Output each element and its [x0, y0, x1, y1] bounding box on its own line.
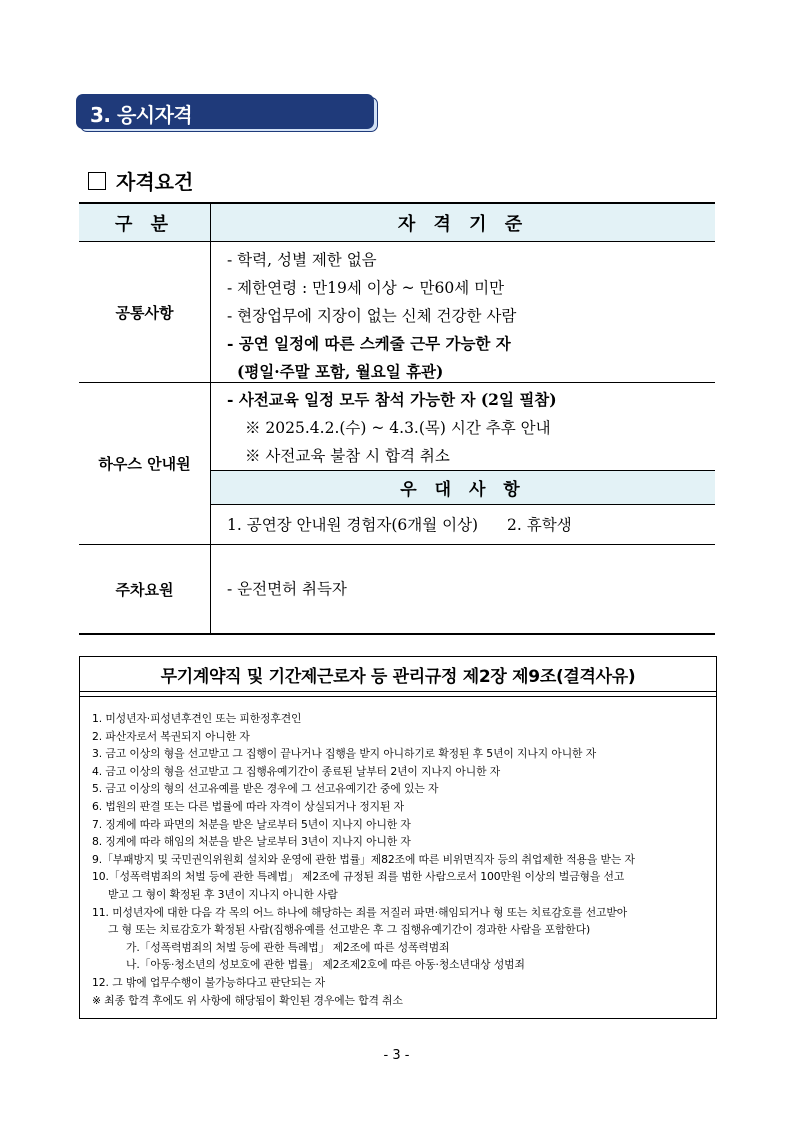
qualification-table — [79, 202, 715, 635]
regulation-title: 무기계약직 및 기간제근로자 등 관리규정 제2장 제9조(결격사유) — [80, 657, 716, 692]
subheading-text: 자격요건 — [116, 170, 194, 194]
row-label-parking: 주차요원 — [79, 545, 211, 633]
page-number: - 3 - — [383, 1048, 410, 1063]
table-header — [79, 202, 715, 242]
table-row-house — [79, 383, 715, 545]
benefit-item: 1. 공연장 안내원 경험자(6개월 이상) — [227, 516, 479, 534]
list-item: 5. 금고 이상의 형의 선고유예를 받은 경우에 그 선고유예기간 중에 있는 자 — [92, 782, 439, 796]
section-title: 3. 응시자격 — [76, 94, 374, 129]
list-item: - 공연 일정에 따른 스케줄 근무 가능한 자 — [227, 334, 511, 353]
list-item: 1. 미성년자·피성년후견인 또는 피한정후견인 — [92, 712, 302, 725]
list-item: 받고 그 형이 확정된 후 3년이 지나지 아니한 사람 — [108, 887, 338, 901]
row-content-parking — [211, 545, 715, 633]
benefit-item: 2. 휴학생 — [507, 516, 572, 534]
list-item: ※ 최종 합격 후에도 위 사항에 해당됨이 확인된 경우에는 합격 취소 — [92, 993, 403, 1007]
list-item: - 학력, 성별 제한 없음 — [227, 251, 377, 269]
list-item: 3. 금고 이상의 형을 선고받고 그 집행이 끝나거나 집행을 받지 아니하기로 확정된 후 5년이 지나지 아니한 자 — [92, 747, 597, 761]
list-item: - 제한연령 : 만19세 이상 ~ 만60세 미만 — [227, 279, 505, 297]
list-item: - 사전교육 일정 모두 참석 가능한 자 (2일 필참) — [227, 390, 557, 409]
row-label-house: 하우스 안내원 — [79, 383, 211, 544]
list-item: 9.「부패방지 및 국민권익위원회 설치와 운영에 관한 법률」제82조에 따른 비위면직자 등의 취업제한 적용을 받는 자 — [92, 852, 635, 866]
list-item: 12. 그 밖에 업무수행이 불가능하다고 판단되는 자 — [92, 975, 326, 989]
list-item: 6. 법원의 판결 또는 다른 법률에 따라 자격이 상실되거나 정지된 자 — [92, 799, 404, 813]
list-item: 7. 징계에 따라 파면의 처분을 받은 날로부터 5년이 지나지 아니한 자 — [92, 817, 411, 831]
list-item: - 현장업무에 지장이 없는 신체 건강한 사람 — [227, 307, 517, 325]
list-item: 10.「성폭력범죄의 처벌 등에 관한 특례법」 제2조에 규정된 죄를 범한 사람으로서 100만원 이상의 벌금형을 선고 — [92, 870, 625, 884]
list-item: 나.「아동·청소년의 성보호에 관한 법률」 제2조제2호에 따른 아동·청소년대상 성범죄 — [126, 958, 525, 972]
benefit-title: 우 대 사 항 — [211, 470, 715, 505]
row-content-house — [211, 383, 715, 544]
list-item: 4. 금고 이상의 형을 선고받고 그 집행유예기간이 종료된 날부터 2년이 지나지 아니한 자 — [92, 764, 501, 778]
list-item: ※ 2025.4.2.(수) ~ 4.3.(목) 시간 추후 안내 — [245, 419, 551, 437]
row-label-common: 공통사항 — [79, 242, 211, 382]
header-category: 구 분 — [79, 204, 211, 241]
row-content-common — [211, 242, 715, 382]
regulation-box — [79, 656, 717, 1019]
benefit-list — [211, 505, 715, 547]
list-item: 11. 미성년자에 대한 다음 각 목의 어느 하나에 해당하는 죄를 저질러 파면·해임되거나 형 또는 치료감호를 선고받아 — [92, 905, 628, 919]
header-criteria: 자 격 기 준 — [397, 213, 529, 235]
list-item: - 운전면허 취득자 — [227, 580, 347, 598]
regulation-list — [80, 697, 716, 1009]
list-item: 그 형 또는 치료감호가 확정된 사람(집행유예를 선고받은 후 그 집행유예기간이 경과한 사람을 포함한다) — [108, 923, 591, 937]
table-row-parking — [79, 545, 715, 635]
list-item: 8. 징계에 따라 해임의 처분을 받은 날로부터 3년이 지나지 아니한 자 — [92, 835, 411, 849]
list-item: 가.「성폭력범죄의 처벌 등에 관한 특례법」 제2조에 따른 성폭력범죄 — [126, 940, 450, 954]
list-item: 2. 파산자로서 복권되지 아니한 자 — [92, 729, 250, 743]
checkbox-icon — [88, 172, 106, 190]
list-item: ※ 사전교육 불참 시 합격 취소 — [245, 447, 450, 465]
subheading — [88, 166, 193, 195]
list-item: (평일·주말 포함, 월요일 휴관) — [237, 362, 444, 381]
table-row-common — [79, 242, 715, 383]
